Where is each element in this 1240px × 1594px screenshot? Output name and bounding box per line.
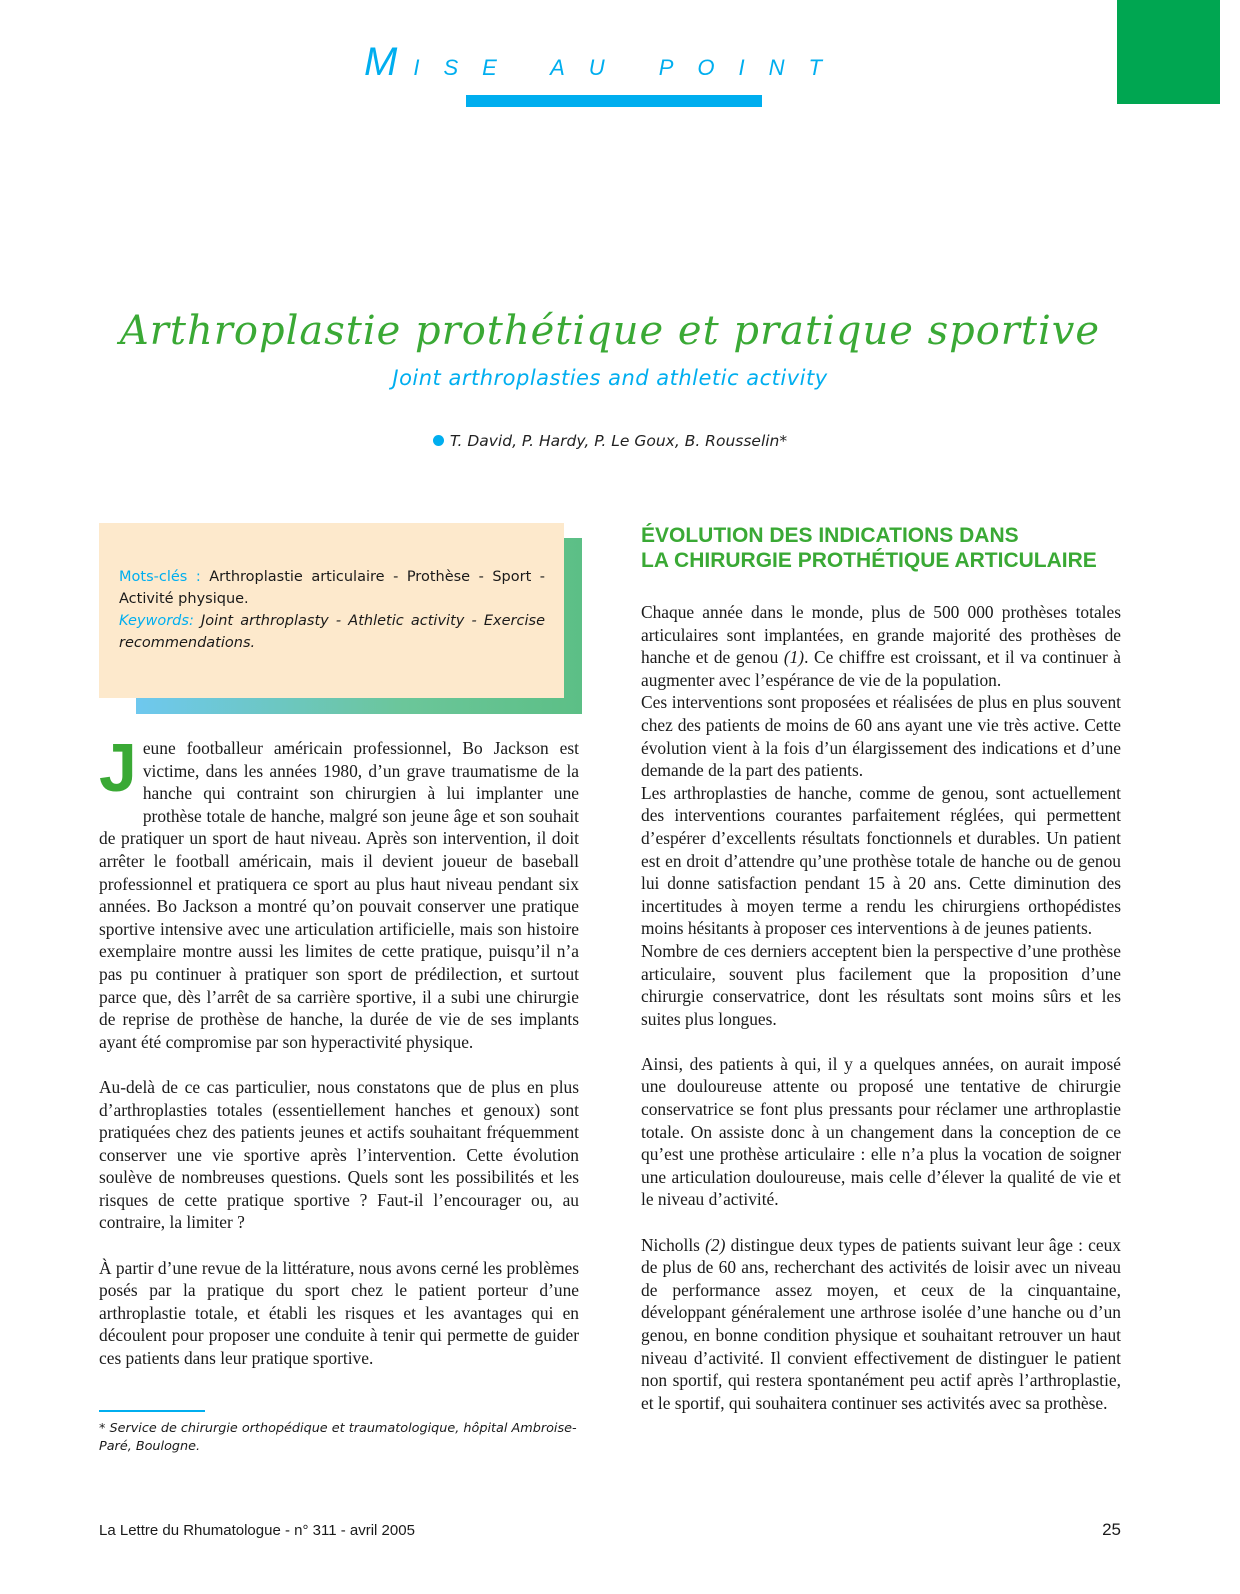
keywords [119, 566, 545, 654]
text-run: Chaque année dans le monde, plus de 500 000 prothèses totales articulaires sont implantées, en grande majorité des prothèses de hanche et de genou [641, 602, 1121, 668]
body-paragraph: Ainsi, des patients à qui, il y a quelques années, on aurait imposé une douloureuse attente ou proposé une tentative de chirurgie conservatrice se font plus pressants pour réclamer une arthroplastie totale. On assiste donc à un changement dans la conception de ce qu’est une prothèse articulaire : elle n’a plus la vocation de soigner une articulation douloureuse, mais celle d’élever la qualité de vie et le niveau d’activité. [641, 1053, 1121, 1210]
text-run: distingue deux types de patients suivant leur âge : ceux de plus de 60 ans, recherchant des activités de loisir avec un niveau de performance assez moyen, et ceux de la cinquantaine, développant généralement une arthrose isolée d’une hanche ou d’un genou, en bonne condition physique et souhaitant retrouver un haut niveau d’activité. Il convient effectivement de distinguer le patient non sportif, qui restera spontanément peu actif après l’arthroplastie, et le sportif, qui souhaitera continuer ses activités avec sa prothèse. [641, 1234, 1121, 1413]
article-title: Arthroplastie prothétique et pratique sportive [119, 308, 1101, 354]
corner-tab [1117, 0, 1220, 104]
rubric-rest: ISE AU POINT [413, 55, 846, 80]
keywords-fr-label: Mots-clés : [119, 569, 201, 585]
section-rubric [364, 40, 846, 85]
body-paragraph: Ces interventions sont proposées et réalisées de plus en plus souvent chez des patients de moins de 60 ans ayant une vie très active. Cette évolution vient à la fois d’un élargissement des indications et d’une demande de la part des patients. [641, 692, 1121, 781]
rubric-initial: M [364, 40, 400, 84]
text-run: Nicholls [641, 1234, 706, 1255]
affiliation-footnote: * Service de chirurgie orthopédique et traumatologique, hôpital Ambroise-Paré, Boulogne. [99, 1421, 577, 1454]
left-column [99, 730, 579, 1392]
body-paragraph: Les arthroplasties de hanche, comme de genou, sont actuellement des interventions courantes parfaitement réglées, qui permettent d’espérer d’excellents résultats fonctionnels et durables. Un patient est en droit d’attendre qu’une prothèse totale de hanche ou de genou lui donne satisfaction pendant 15 à 20 ans. Cette diminution des incertitudes à moyen terme a rendu les chirurgiens orthopédistes moins hésitants à proposer ces interventions à de jeunes patients. [641, 782, 1121, 939]
section-heading-line: LA CHIRURGIE PROTHÉTIQUE ARTICULAIRE [641, 549, 1097, 572]
citation: (1) [783, 647, 805, 668]
body-paragraph: Nombre de ces derniers acceptent bien la perspective d’une prothèse articulaire, souvent plus facilement que la proposition d’une chirurgie conservatrice, dont les résultats sont moins sûrs et les suites plus longues. [641, 940, 1121, 1029]
keywords-en-label: Keywords: [119, 613, 194, 629]
body-paragraph [641, 1234, 1121, 1415]
section-heading-line: ÉVOLUTION DES INDICATIONS DANS [641, 524, 1019, 547]
intro-text: eune footballeur américain professionnel, Bo Jackson est victime, dans les années 1980, d’un grave traumatisme de la hanche qui contraint son chirurgien à lui implanter une prothèse totale de hanche, malgré son jeune âge et son souhait de pratiquer un sport de haut niveau. Après son intervention, il doit arrêter le football américain, mais il devient joueur de baseball professionnel et pratiquera ce sport au plus haut niveau pendant six années. Bo Jackson a montré qu’on pouvait conserver une pratique sportive intensive avec une articulation artificielle, mais son histoire exemplaire montre aussi les limites de cette pratique, puisqu’il n’a pas pu continuer à pratiquer son sport de prédilection, et surtout parce que, dès l’arrêt de sa carrière sportive, il a subi une chirurgie de reprise de prothèse de hanche, la durée de vie de ses implants ayant été compromise par son hyperactivité physique. [99, 738, 579, 1052]
rubric-underline [466, 95, 762, 107]
journal-citation: La Lettre du Rhumatologue - n° 311 - avril 2005 [99, 1522, 415, 1539]
section-heading [641, 523, 1141, 573]
drop-cap: J [99, 730, 137, 806]
citation: (2) [705, 1234, 726, 1255]
bullet-icon [433, 435, 444, 446]
body-paragraph: Au-delà de ce cas particulier, nous constatons que de plus en plus d’arthroplasties totales (essentiellement hanches et genoux) sont pratiquées chez des patients jeunes et actifs souhaitant fréquemment conserver une vie sportive après l’intervention. Cette évolution soulève de nombreuses questions. Quels sont les possibilités et les risques de cette pratique sportive ? Faut-il l’encourager ou, au contraire, la limiter ? [99, 1076, 579, 1233]
intro-paragraph [99, 730, 579, 1053]
article-subtitle: Joint arthroplasties and athletic activity [392, 366, 828, 390]
body-paragraph: À partir d’une revue de la littérature, nous avons cerné les problèmes posés par la pratique du sport chez le patient porteur d’une arthroplastie totale, et établi les risques et les avantages qui en découlent pour proposer une conduite à tenir qui permette de guider ces patients dans leur pratique sportive. [99, 1257, 579, 1369]
authors-line [0, 432, 1220, 450]
page-number: 25 [1102, 1520, 1121, 1539]
footnote-rule [99, 1410, 205, 1412]
body-paragraph [641, 601, 1121, 691]
keywords-fr: Arthroplastie articulaire - Prothèse - Sport - Activité physique. [119, 569, 546, 607]
text-run: . Ce chiffre est croissant, et il va continuer à augmenter avec l’espérance de vie de la population. [641, 647, 1121, 690]
authors: T. David, P. Hardy, P. Le Goux, B. Rousselin* [449, 432, 788, 450]
keywords-en: Joint arthroplasty - Athletic activity - Exercise recommendations. [119, 613, 545, 651]
right-column [641, 601, 1121, 1414]
